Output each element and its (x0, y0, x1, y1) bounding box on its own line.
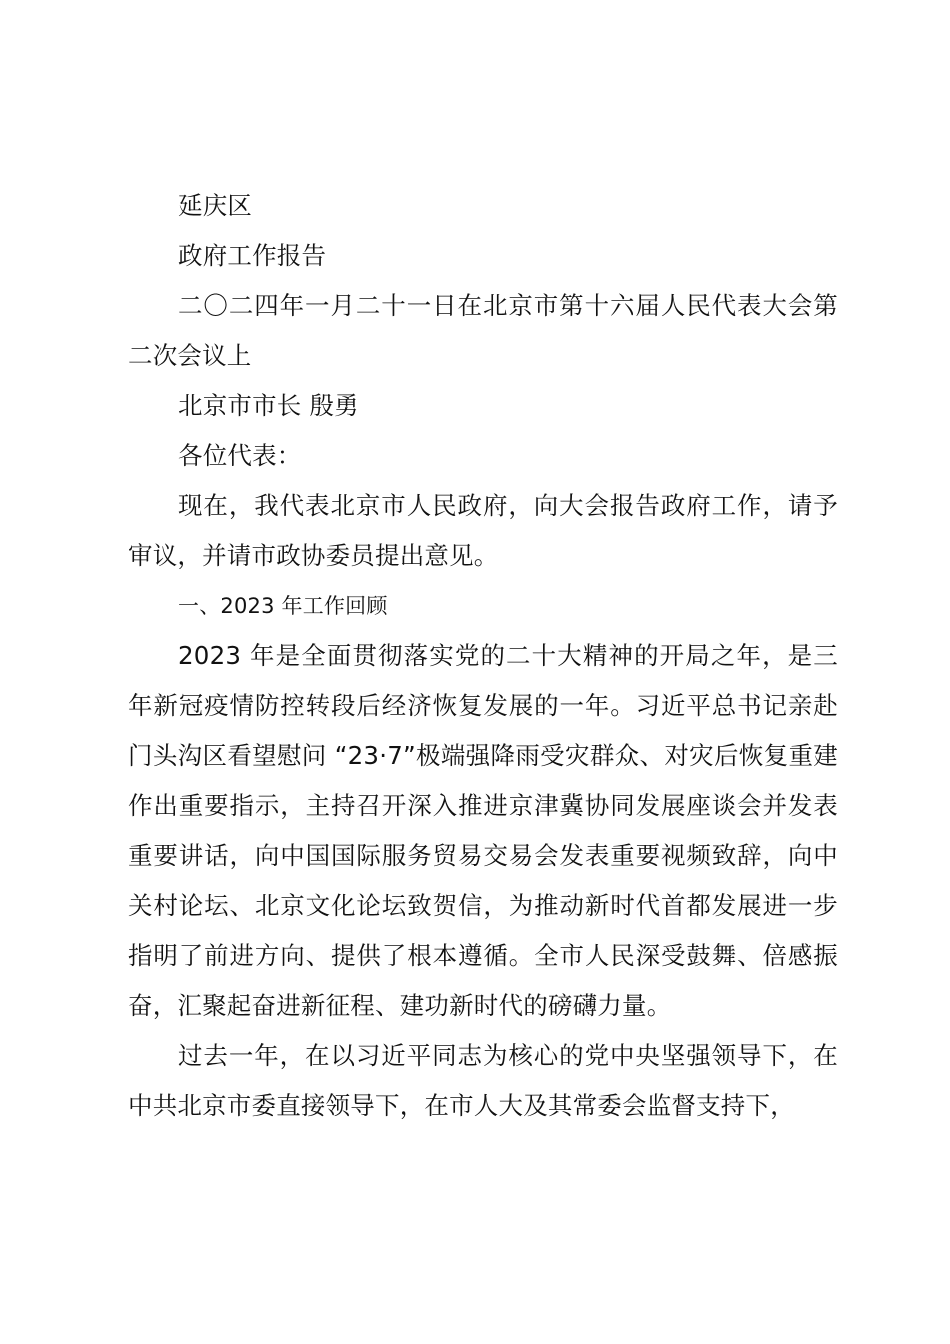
section-heading: 一、2023 年工作回顾 (178, 594, 388, 618)
occasion-line: 二〇二四年一月二十一日在北京市第十六届人民代表大会第二次会议上 (128, 291, 838, 370)
body-paragraph-1: 2023 年是全面贯彻落实党的二十大精神的开局之年，是三年新冠疫情防控转段后经济恢复发展的一年。习近平总书记亲赴门头沟区看望慰问 “23·7”极端强降雨受灾群众、对灾后恢复重建作出重要指示，主持召开深入推进京津冀协同发展座谈会并发表重要讲话，向中国国际服务贸易交易会发表重要视频致辞，向中关村论坛、北京文化论坛致贺信，为推动新时代首都发展进一步指明了前进方向、提供了根本遵循。全市人民深受鼓舞、倍感振奋，汇聚起奋进新征程、建功新时代的磅礴力量。 (128, 641, 838, 1020)
body-paragraph-2: 过去一年，在以习近平同志为核心的党中央坚强领导下，在中共北京市委直接领导下，在市人大及其常委会监督支持下， (128, 1041, 838, 1120)
document-title-line: 政府工作报告 (178, 241, 327, 270)
salutation-line: 各位代表： (178, 441, 302, 470)
document-body (128, 181, 838, 1131)
speaker-line: 北京市市长 殷勇 (178, 391, 359, 420)
intro-paragraph: 现在，我代表北京市人民政府，向大会报告政府工作，请予审议，并请市政协委员提出意见。 (128, 491, 838, 570)
district-line: 延庆区 (178, 191, 253, 220)
